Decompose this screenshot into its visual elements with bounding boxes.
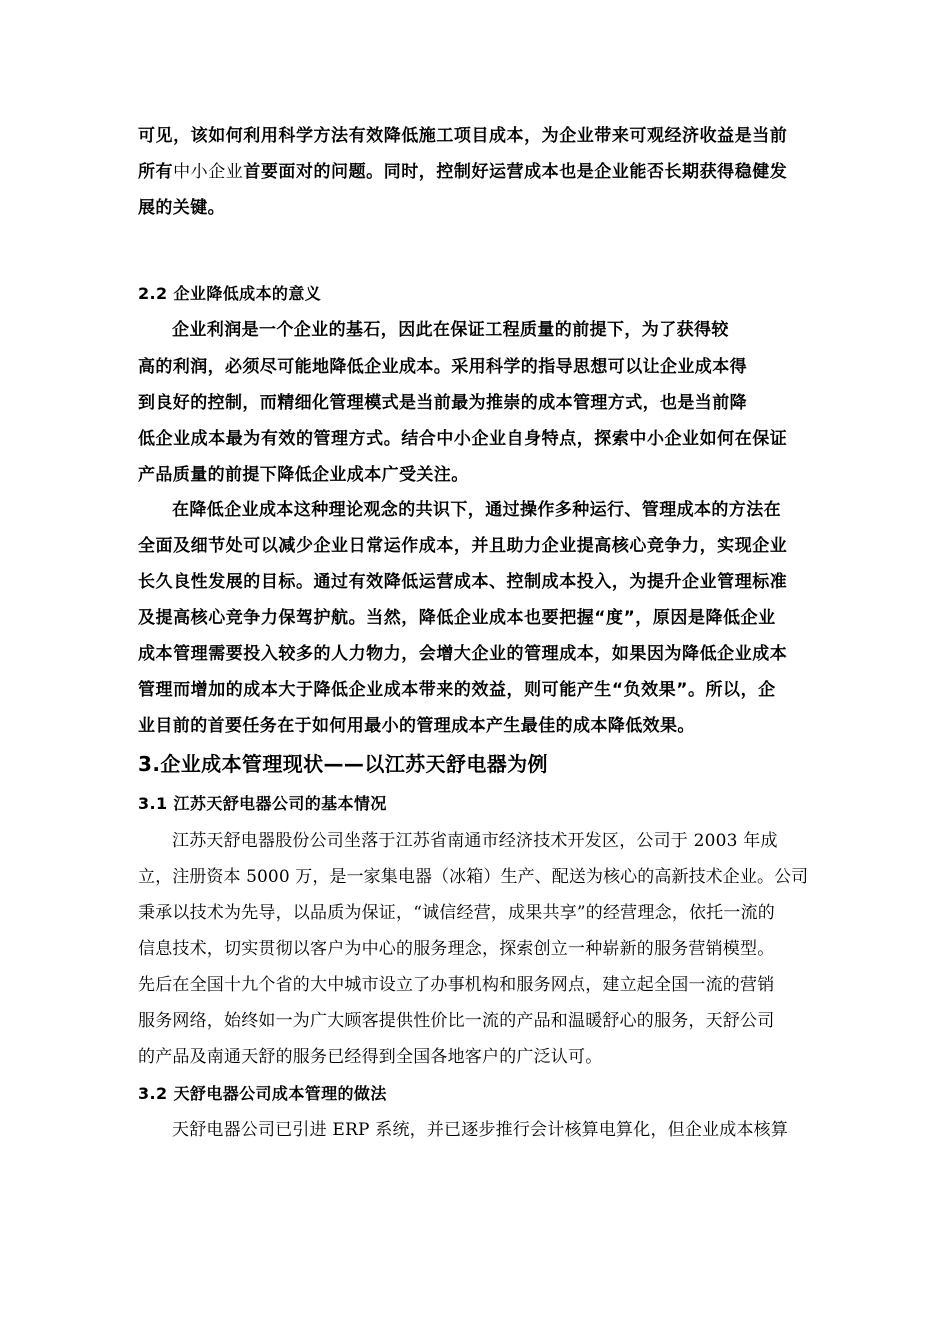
para-3-1-line-6: 服务网络，始终如一为广大顾客提供性价比一流的产品和温暖舒心的服务，天舒公司 xyxy=(138,1011,775,1031)
heading-3-2: 3.2 天舒电器公司成本管理的做法 xyxy=(138,1084,387,1103)
para-2-2-b-line-7: 业目前的首要任务在于如何用最小的管理成本产生最佳的成本降低效果。 xyxy=(138,716,695,736)
heading-2-2: 2.2 企业降低成本的意义 xyxy=(138,284,322,303)
para-3-1-line-2: 立，注册资本 5000 万，是一家集电器（冰箱）生产、配送为核心的高新技术企业。公司 xyxy=(138,867,809,887)
para-2-2-a-line-1: 企业利润是一个企业的基石，因此在保证工程质量的前提下，为了获得较 xyxy=(172,320,729,340)
para-2-2-b-line-4: 及提高核心竞争力保驾护航。当然，降低企业成本也要把握“度”，原因是降低企业 xyxy=(138,608,776,628)
para-2-2-b-line-2: 全面及细节处可以减少企业日常运作成本，并且助力企业提高核心竞争力，实现企业 xyxy=(138,536,788,556)
para-3-1-line-7: 的产品及南通天舒的服务已经得到全国各地客户的广泛认可。 xyxy=(138,1047,603,1067)
para-3-1-line-5: 先后在全国十九个省的大中城市设立了办事机构和服务网点，建立起全国一流的营销 xyxy=(138,975,775,995)
para-3-1-line-1: 江苏天舒电器股份公司坐落于江苏省南通市经济技术开发区，公司于 2003 年成 xyxy=(172,831,778,851)
heading-3-1: 3.1 江苏天舒电器公司的基本情况 xyxy=(138,794,387,813)
para-2-2-a-line-5: 产品质量的前提下降低企业成本广受关注。 xyxy=(138,465,469,485)
intro-line-3: 展的关键。 xyxy=(138,198,225,218)
para-2-2-b-line-6: 管理而增加的成本大于降低企业成本带来的效益，则可能产生“负效果”。所以，企 xyxy=(138,680,776,700)
para-2-2-a-line-2: 高的利润，必须尽可能地降低企业成本。采用科学的指导思想可以让企业成本得 xyxy=(138,357,747,377)
heading-3: 3.企业成本管理现状——以江苏天舒电器为例 xyxy=(138,752,548,776)
intro-line-2-link: 中小企业 xyxy=(173,162,244,182)
intro-line-2-start: 所有 xyxy=(138,162,174,182)
intro-line-1: 可见，该如何利用科学方法有效降低施工项目成本，为企业带来可观经济收益是当前 xyxy=(138,126,788,146)
intro-line-2-end: 首要面对的问题。同时，控制好运营成本也是企业能否长期获得稳健发 xyxy=(243,162,788,182)
intro-line-2 xyxy=(138,160,787,184)
para-2-2-a-line-4: 低企业成本最为有效的管理方式。结合中小企业自身特点，探索中小企业如何在保证 xyxy=(138,429,788,449)
para-3-2-line-1: 天舒电器公司已引进 ERP 系统，并已逐步推行会计核算电算化，但企业成本核算 xyxy=(172,1120,789,1140)
para-2-2-b-line-3: 长久良性发展的目标。通过有效降低运营成本、控制成本投入，为提升企业管理标准 xyxy=(138,572,788,592)
para-3-1-line-4: 信息技术，切实贯彻以客户为中心的服务理念，探索创立一种崭新的服务营销模型。 xyxy=(138,939,775,959)
para-2-2-a-line-3: 到良好的控制，而精细化管理模式是当前最为推崇的成本管理方式，也是当前降 xyxy=(138,393,747,413)
para-3-1-line-3: 秉承以技术为先导，以品质为保证，“诚信经营，成果共享”的经营理念，依托一流的 xyxy=(138,903,775,923)
para-2-2-b-line-1: 在降低企业成本这种理论观念的共识下，通过操作多种运行、管理成本的方法在 xyxy=(172,500,781,520)
para-2-2-b-line-5: 成本管理需要投入较多的人力物力，会增大企业的管理成本，如果因为降低企业成本 xyxy=(138,644,788,664)
